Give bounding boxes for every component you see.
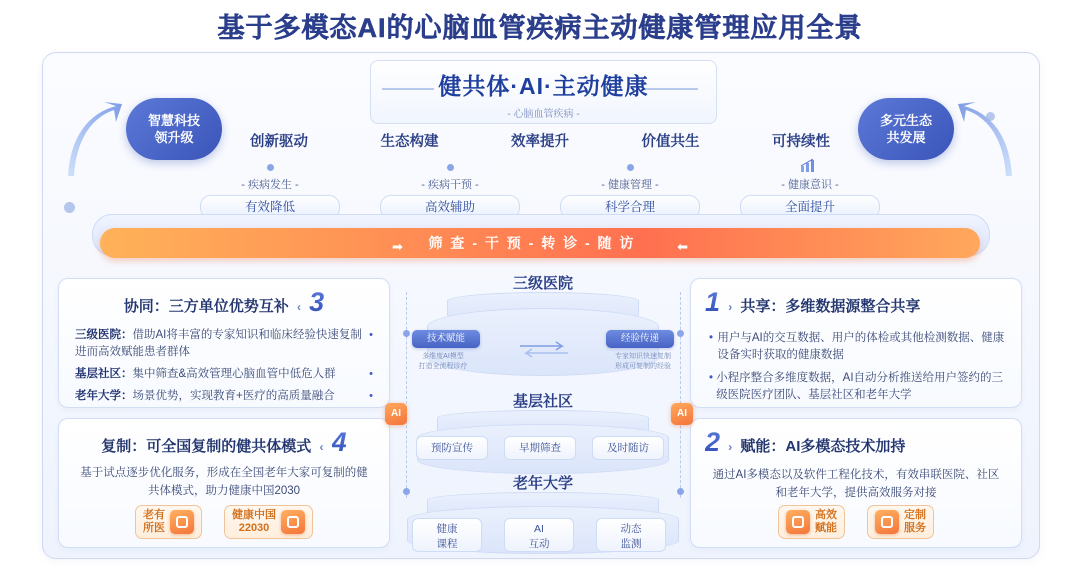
outcome-pill — [380, 176, 520, 219]
list-item — [75, 388, 373, 405]
item-label: 基层社区： — [75, 368, 133, 380]
outcome-pill — [560, 176, 700, 219]
tier3-mini-course-l1: 健康 — [436, 523, 458, 535]
pill-label: - 健康意识 - — [781, 179, 839, 191]
band-label: 筛 查 - 干 预 - 转 诊 - 随 访 — [428, 235, 636, 251]
pill-value: 高效辅助 — [380, 195, 520, 219]
tier2-mini-screening: 早期筛查 — [504, 436, 576, 460]
decor-dot — [986, 112, 995, 121]
card-empowerment — [690, 418, 1022, 548]
band-arrow-right-icon: ➡ — [392, 239, 403, 254]
chip-badge — [224, 505, 313, 539]
card-empowerment-heading — [691, 429, 1021, 456]
chevron-right-icon: › — [728, 440, 733, 454]
chip-line2: 赋能 — [815, 522, 837, 534]
tier3-title: 老年大学 — [512, 475, 573, 492]
tier2-title: 基层社区 — [512, 393, 573, 410]
list-item — [709, 370, 1005, 404]
keyword-item: 可持续性 — [772, 134, 830, 150]
tier3-mini-ai-l1: AI — [534, 523, 544, 535]
page-title: 基于多模态AI的心脑血管疾病主动健康管理应用全景 — [217, 13, 863, 43]
pill-dot-icon — [267, 164, 274, 171]
card-sharing-heading — [691, 289, 1021, 316]
card-empowerment-number: 2 — [705, 427, 721, 457]
tier2-mini-followup: 及时随访 — [592, 436, 664, 460]
pill-value: 科学合理 — [560, 195, 700, 219]
decor-dot — [64, 202, 75, 213]
card-collaboration-heading — [59, 289, 389, 316]
connector-right — [680, 292, 681, 498]
tier1-note-tech: 多维度AI模型 打造全流程诊疗 — [418, 353, 468, 370]
keyword-item: 价值共生 — [641, 134, 700, 150]
card-replication-number: 4 — [331, 427, 347, 457]
keyword-item: 效率提升 — [511, 134, 569, 150]
tier1-tag-tech: 技术赋能 — [412, 330, 480, 348]
card-collaboration — [58, 278, 390, 408]
banner-title: 健共体·AI·主动健康 — [438, 73, 649, 99]
ai-badge-right: AI — [671, 403, 693, 425]
process-band — [92, 214, 988, 270]
chip-line2: 22030 — [238, 522, 270, 534]
item-text: 场景优势，实现教育+医疗的高质量融合 — [132, 390, 335, 402]
tier3-mini-ai-l2: 互动 — [528, 538, 550, 550]
chip-badge — [867, 505, 934, 539]
card-sharing-number: 1 — [705, 287, 721, 317]
item-text: 集中筛查&高效管理心脑血管中低危人群 — [132, 368, 336, 380]
medal-icon — [875, 510, 899, 534]
tier3-mini-ai — [504, 518, 574, 552]
tier1-note-experience: 专家知识快速复制 形成可复制的经验 — [615, 353, 671, 370]
chip-line1: 老有 — [143, 509, 165, 521]
tier3-mini-monitor-l2: 监测 — [620, 538, 642, 550]
tier3-mini-monitor — [596, 518, 666, 552]
list-item — [75, 366, 373, 383]
item-text: 小程序整合多维度数据，AI自动分析推送给用户签约的三级医院医疗团队、基层社区和老年大学 — [716, 372, 1004, 401]
band-arrow-left-icon: ⬅ — [677, 239, 688, 254]
outcome-pill-row — [200, 176, 880, 219]
connector-dot — [677, 330, 684, 337]
left-growth-arrow-icon — [60, 100, 124, 180]
outcome-pill — [200, 176, 340, 219]
chevron-left-icon: ‹ — [319, 440, 324, 454]
tier1-tag-experience: 经验传递 — [606, 330, 674, 348]
keyword-row — [250, 130, 830, 151]
bullet-icon: • — [709, 332, 714, 344]
bar-chart-icon — [800, 158, 820, 172]
card-collaboration-number: 3 — [309, 287, 325, 317]
medal-icon — [281, 510, 305, 534]
card-sharing — [690, 278, 1022, 408]
ai-badge-left: AI — [385, 403, 407, 425]
chip-line1: 定制 — [904, 509, 926, 521]
medal-icon — [170, 510, 194, 534]
connector-left — [406, 292, 407, 498]
connector-dot — [403, 330, 410, 337]
banner-subtitle: - 心脑血管疾病 - — [507, 109, 580, 120]
badge-left-line2: 领升级 — [154, 130, 194, 145]
card-replication — [58, 418, 390, 548]
pill-value: 有效降低 — [200, 195, 340, 219]
pill-label: - 疾病干预 - — [421, 179, 479, 191]
keyword-item: 创新驱动 — [250, 134, 308, 150]
item-text: 借助AI将丰富的专家知识和临床经验快速复制进而高效赋能患者群体 — [75, 329, 362, 358]
item-label: 三级医院： — [75, 329, 133, 341]
badge-left-line1: 智慧科技 — [147, 113, 200, 128]
item-label: 老年大学： — [75, 390, 133, 402]
empowerment-chip-row — [691, 505, 1021, 539]
banner-rule-left — [382, 88, 434, 90]
pill-dot-icon — [447, 164, 454, 171]
outcome-pill — [740, 176, 880, 219]
card-sharing-title: 共享：多维数据源整合共享 — [740, 298, 921, 315]
chip-badge — [135, 505, 202, 539]
list-item — [75, 327, 373, 361]
pill-label: - 健康管理 - — [601, 179, 659, 191]
main-banner — [370, 60, 717, 124]
card-empowerment-text: 通过AI多模态以及软件工程化技术，有效串联医院、社区和老年大学，提供高效服务对接 — [712, 469, 1000, 499]
banner-rule-right — [646, 88, 698, 90]
chip-line2: 服务 — [904, 522, 926, 534]
chip-line1: 高效 — [815, 509, 837, 521]
pill-value: 全面提升 — [740, 195, 880, 219]
badge-right-line2: 共发展 — [886, 130, 926, 145]
card-replication-heading — [59, 429, 389, 456]
bullet-icon: • — [369, 368, 373, 380]
tier3-mini-course-l2: 课程 — [436, 538, 458, 550]
item-text: 用户与AI的交互数据、用户的体检或其他检测数据、健康设备实时获取的健康数据 — [717, 332, 1005, 361]
replication-chip-row — [59, 505, 389, 539]
chip-badge — [778, 505, 845, 539]
bullet-icon: • — [709, 372, 714, 384]
card-empowerment-title: 赋能：AI多模态技术加持 — [740, 438, 906, 455]
exchange-arrows-icon — [516, 340, 572, 363]
connector-dot — [403, 488, 410, 495]
keyword-item: 生态构建 — [380, 134, 439, 150]
badge-right — [858, 98, 954, 160]
tier3-mini-course — [412, 518, 482, 552]
card-replication-text: 基于试点逐步优化服务，形成在全国老年大家可复制的健共体模式，助力健康中国2030 — [80, 467, 368, 497]
chip-line1: 健康中国 — [232, 509, 276, 521]
list-item — [709, 330, 1005, 364]
tier3-mini-monitor-l1: 动态 — [620, 523, 642, 535]
connector-dot — [677, 488, 684, 495]
badge-left — [126, 98, 222, 160]
badge-right-line1: 多元生态 — [879, 113, 932, 128]
bullet-icon: • — [369, 329, 373, 341]
chevron-left-icon: ‹ — [296, 300, 301, 314]
pill-dot-icon — [627, 164, 634, 171]
chevron-right-icon: › — [728, 300, 733, 314]
center-stack — [398, 272, 688, 550]
card-replication-title: 复制：可全国复制的健共体模式 — [101, 438, 312, 455]
tier1-title: 三级医院 — [512, 275, 573, 292]
medal-icon — [786, 510, 810, 534]
bullet-icon: • — [369, 390, 373, 402]
tier2-mini-prevention: 预防宣传 — [416, 436, 488, 460]
chip-line2: 所医 — [143, 522, 165, 534]
card-collaboration-title: 协同：三方单位优势互补 — [123, 298, 289, 315]
pill-label: - 疾病发生 - — [241, 179, 299, 191]
